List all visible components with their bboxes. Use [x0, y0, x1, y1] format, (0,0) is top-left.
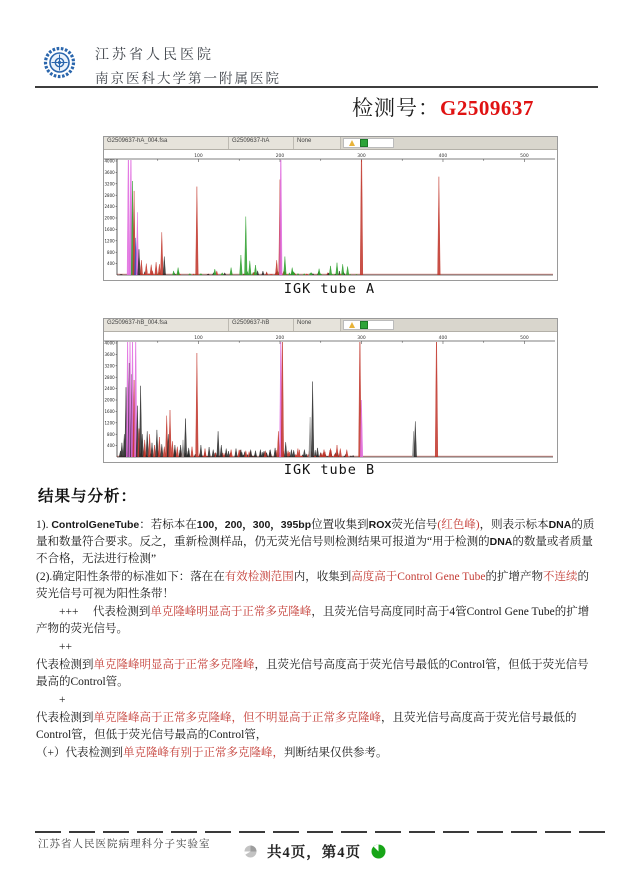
page-indicator — [0, 841, 630, 862]
warning-icon — [349, 140, 355, 146]
toolbar-status-icons — [343, 320, 394, 330]
body-text: （+）代表检测到 — [36, 747, 123, 759]
svg-text:4000: 4000 — [104, 158, 115, 164]
body-text: 内，收集到 — [293, 571, 352, 583]
body-text: 的扩增产物 — [485, 571, 543, 583]
analysis-paragraph — [36, 604, 600, 638]
pass-marker-icon — [360, 321, 368, 329]
body-text: 荧光信号 — [391, 519, 438, 531]
analysis-body — [36, 517, 600, 763]
svg-text:3200: 3200 — [104, 363, 115, 369]
chart-toolbar-b — [104, 319, 557, 332]
body-text: +++ 代表检测到 — [36, 606, 151, 618]
body-text: 判断结果仅供参考。 — [284, 747, 388, 759]
electropherogram-tube-a — [104, 150, 555, 280]
svg-text:200: 200 — [275, 336, 285, 341]
highlighted-text: 高度高于Control Gene Tube — [351, 571, 486, 583]
svg-text:800: 800 — [107, 431, 115, 437]
svg-text:400: 400 — [438, 154, 448, 159]
toolbar-file-name: G2509637-hB_004.fsa — [104, 319, 229, 331]
toolbar-file-name: G2509637-hA_004.fsa — [104, 137, 229, 149]
pass-marker-icon — [360, 139, 368, 147]
svg-text:100: 100 — [194, 154, 203, 159]
chart-panel-tube-b — [103, 318, 558, 463]
analysis-paragraph — [36, 639, 600, 656]
highlighted-text: 单克隆峰高于正常多克隆峰，但不明显高于正常多克隆峰 — [93, 712, 381, 724]
svg-text:2800: 2800 — [104, 374, 115, 380]
highlighted-text: 有效检测范围 — [224, 571, 294, 583]
hospital-logo-icon — [43, 45, 76, 80]
body-text: DNA — [489, 536, 513, 548]
footer-lab-name: 江苏省人民医院病理科分子实验室 — [38, 839, 211, 850]
chart-caption-tube-b: IGK tube B — [283, 462, 376, 478]
header-divider — [35, 86, 598, 88]
chart-panel-tube-a — [103, 136, 558, 281]
highlighted-text: 单克隆峰明显高于正常多克隆峰 — [150, 606, 312, 618]
body-text: + — [36, 694, 66, 706]
body-text: ，且荧光信号高度高于荧光信号最低的Control管，但低于荧光信号最高的Control管， — [36, 712, 577, 741]
svg-text:1200: 1200 — [104, 420, 115, 426]
svg-text:1600: 1600 — [104, 409, 115, 414]
highlighted-text: 不连续 — [542, 571, 578, 583]
toolbar-status-icons — [343, 138, 394, 148]
body-text: 代表检测到 — [36, 659, 94, 671]
body-text: ROX — [368, 519, 392, 531]
green-pie-icon — [371, 844, 386, 859]
svg-text:1600: 1600 — [104, 227, 115, 232]
body-text: ：若标本在 — [139, 519, 197, 531]
svg-text:500: 500 — [520, 336, 529, 341]
svg-text:3200: 3200 — [104, 181, 115, 187]
analysis-paragraph — [36, 710, 600, 744]
highlighted-text: 单克隆峰明显高于正常多克隆峰 — [93, 659, 255, 671]
svg-text:1200: 1200 — [104, 238, 115, 244]
svg-text:300: 300 — [357, 336, 366, 341]
toolbar-sample-name: G2509637-hA — [229, 137, 294, 149]
analysis-paragraph — [36, 657, 600, 691]
chart-caption-tube-a: IGK tube A — [283, 281, 376, 297]
body-text: ，则表示标本 — [479, 519, 549, 531]
svg-text:2400: 2400 — [104, 204, 115, 210]
svg-text:2400: 2400 — [104, 386, 115, 392]
footer-divider — [35, 831, 611, 833]
body-text: 代表检测到 — [36, 712, 94, 724]
svg-text:4000: 4000 — [104, 340, 115, 346]
body-text: (2).确定阳性条带的标准如下：落在在 — [36, 571, 225, 583]
svg-text:400: 400 — [438, 336, 448, 341]
analysis-paragraph — [36, 517, 600, 568]
page-count-text: 共4页，第4页 — [267, 845, 361, 861]
svg-text:3600: 3600 — [104, 170, 115, 175]
svg-text:800: 800 — [107, 249, 115, 255]
svg-text:200: 200 — [275, 154, 285, 159]
body-text: ControlGeneTube — [51, 519, 140, 531]
analysis-paragraph — [36, 745, 600, 762]
svg-text:400: 400 — [107, 261, 115, 267]
analysis-paragraph — [36, 569, 600, 603]
body-text: 1). — [36, 519, 52, 531]
body-text: ++ — [36, 641, 72, 653]
analysis-paragraph — [36, 692, 600, 709]
body-text: 的荧光信号可视为阳性条带！ — [36, 571, 589, 600]
electropherogram-tube-b — [104, 332, 555, 462]
hospital-name-line2: 南京医科大学第一附属医院 — [95, 71, 281, 86]
body-text: 100，200，300，395bp — [196, 519, 312, 531]
body-text: ，且荧光信号高度高于荧光信号最低的Control管，但低于荧光信号最高的Control管。 — [36, 659, 589, 688]
svg-text:300: 300 — [357, 154, 366, 159]
report-number-value: G2509637 — [440, 96, 534, 120]
svg-text:2000: 2000 — [104, 397, 115, 403]
body-text: 位置收集到 — [311, 519, 369, 531]
analysis-section-title: 结果与分析： — [38, 488, 138, 505]
hospital-name-line1: 江苏省人民医院 — [95, 48, 214, 63]
warning-icon — [349, 322, 355, 328]
body-text: DNA — [548, 519, 572, 531]
svg-text:100: 100 — [194, 336, 203, 341]
report-number — [352, 92, 534, 122]
chart-toolbar-a — [104, 137, 557, 150]
svg-text:500: 500 — [520, 154, 529, 159]
grey-pie-icon — [244, 845, 257, 858]
highlighted-text: (红色峰) — [437, 519, 480, 531]
body-text: 的数量或者质量不合格，无法进行检测” — [36, 536, 593, 565]
report-number-label: 检测号： — [352, 96, 440, 120]
svg-text:2000: 2000 — [104, 215, 115, 221]
body-text: 的质量和数量符合要求。反之，重新检测样品，仍无荧光信号则检测结果可报道为“用于检测的 — [36, 519, 595, 548]
svg-text:2800: 2800 — [104, 192, 115, 198]
svg-text:3600: 3600 — [104, 352, 115, 357]
toolbar-dye-value: None — [294, 319, 341, 331]
svg-text:400: 400 — [107, 443, 115, 449]
toolbar-sample-name: G2509637-hB — [229, 319, 294, 331]
toolbar-dye-value: None — [294, 137, 341, 149]
highlighted-text: 单克隆峰有别于正常多克隆峰， — [123, 747, 284, 759]
body-text: ，且荧光信号高度同时高于4管Control Gene Tube的扩增产物的荧光信号。 — [36, 606, 590, 635]
